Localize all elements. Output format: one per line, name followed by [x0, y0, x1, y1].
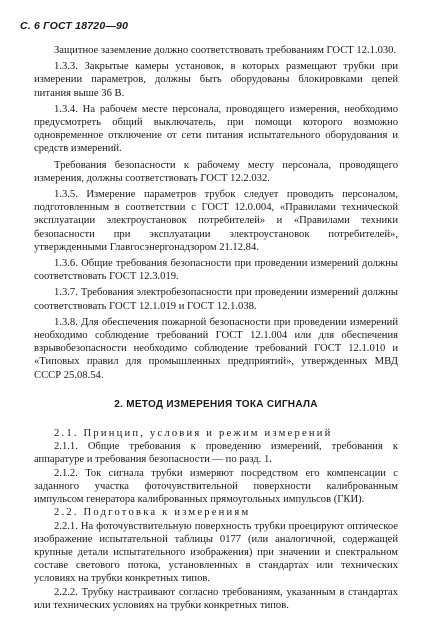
- paragraph: 1.3.5. Измерение параметров трубок следует проводить персоналом, подготовленным в соответствии с ГОСТ 12.0.004, «Правилами технической эксплуатации электроустановок потребителей» и «Правилами техники безопасности при эксплуатации электроустановок потребителей», утвержденными Главгосэнергонадзором 21.12.84.: [34, 189, 398, 253]
- paragraph: 1.3.3. Закрытые камеры установок, в которых размещают трубки при измерении параметров, должны быть оборудованы блокировками цепей питания выше 36 В.: [34, 61, 398, 99]
- page-header: С. 6 ГОСТ 18720—90: [20, 20, 129, 32]
- paragraph: 2.1.2. Ток сигнала трубки измеряют посредством его компенсации с заданного участка фоточувствительной поверхности калиброванным импульсом генератора калиброванных прямоугольных импульсов (ГКИ).: [34, 467, 398, 506]
- subsection-title: 2.2. Подготовка к измерениям: [54, 507, 251, 519]
- paragraph: 1.3.6. Общие требования безопасности при проведении измерений должны соответствовать ГОСТ 12.3.019.: [34, 258, 398, 283]
- paragraph: 1.3.7. Требования электробезопасности при проведении измерений должны соответствовать ГОСТ 12.1.019 и ГОСТ 12.1.038.: [34, 287, 398, 312]
- paragraph: Защитное заземление должно соответствовать требованиям ГОСТ 12.1.030.: [54, 45, 397, 56]
- paragraph: 1.3.4. На рабочем месте персонала, проводящего измерения, необходимо предусмотреть общий выключатель, при помощи которого возможно одновременное отключение от сети питания испытательного оборудования и средств измерений.: [34, 103, 398, 155]
- subsection-title: 2.1. Принцип, условия и режим измерений: [54, 428, 333, 440]
- document-body: [34, 44, 398, 612]
- paragraph: 2.2.2. Трубку настраивают согласно требованиям, указанным в стандартах или технических условиях на трубки конкретных типов.: [34, 586, 398, 611]
- paragraph: Требования безопасности к рабочему месту персонала, проводящего измерения, должны соответствовать ГОСТ 12.2.032.: [34, 159, 398, 184]
- paragraph: 1.3.8. Для обеспечения пожарной безопасности при проведении измерений необходимо соблюдение требований ГОСТ 12.1.004 или для обеспечения взрывобезопасности необходимо соблюдение требований ГОСТ 12.1.010 и «Типовых правил для промышленных предприятий», утвержденных МВД СССР 25.08.54.: [34, 316, 398, 381]
- section-heading: 2. МЕТОД ИЗМЕРЕНИЯ ТОКА СИГНАЛА: [114, 398, 318, 410]
- paragraph: 2.1.1. Общие требования к проведению измерений, требования к аппаратуре и требования безопасности — по разд. 1.: [34, 441, 398, 466]
- paragraph: 2.2.1. На фоточувствительную поверхность трубки проецируют оптическое изображение испытательной таблицы 0177 (или аналогичной, содержащей крупные детали испытательного изображения) при значении и спектральном составе светового потока, установленных в стандартах или технических условиях на трубки конкретных типов.: [34, 520, 398, 585]
